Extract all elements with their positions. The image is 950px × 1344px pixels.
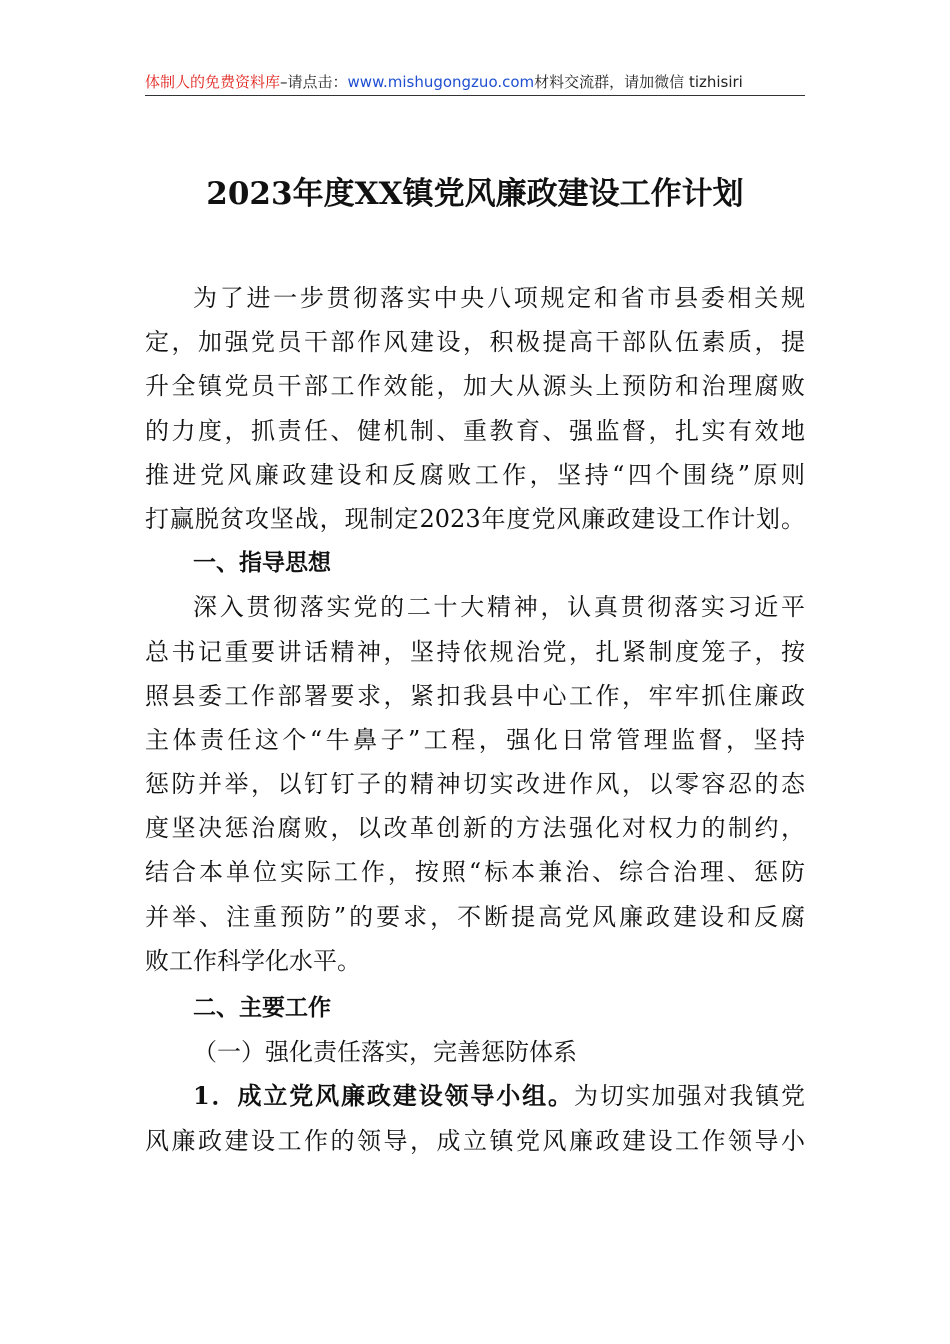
intro-line: 升全镇党员干部工作效能，加大从源头上预防和治理腐败	[145, 372, 805, 401]
section-heading-guiding-thought: 一、指导思想	[193, 550, 331, 577]
intro-line: 的力度，抓责任、健机制、重教育、强监督，扎实有效地	[145, 416, 805, 445]
section1-line: 主体责任这个“牛鼻子”工程，强化日常管理监督，坚持	[145, 725, 805, 754]
item1-lead: 1．成立党风廉政建设领导小组。	[193, 1081, 574, 1111]
header-note: 材料交流群，请加微信 tizhisiri	[534, 73, 743, 91]
section1-line: 度坚决惩治腐败，以改革创新的方法强化对权力的制约，	[145, 814, 805, 843]
item1-text: 为切实加强对我镇党	[573, 1082, 805, 1111]
page-header	[145, 70, 805, 94]
section1-line: 惩防并举，以钉钉子的精神切实改进作风，以零容忍的态	[145, 770, 805, 799]
header-prompt: –请点击：	[280, 73, 348, 91]
header-site-name: 体制人的免费资料库	[145, 73, 281, 91]
document-title: 2023年度XX镇党风廉政建设工作计划	[206, 176, 744, 212]
section-heading-main-work: 二、主要工作	[193, 995, 331, 1021]
header-url-link[interactable]: www.mishugongzuo.com	[347, 73, 535, 91]
intro-line: 打赢脱贫攻坚战，现制定2023年度党风廉政建设工作计划。	[145, 504, 805, 533]
section1-line: 总书记重要讲话精神，坚持依规治党，扎紧制度笼子，按	[145, 637, 805, 666]
intro-line: 推进党风廉政建设和反腐败工作，坚持“四个围绕”原则	[145, 460, 805, 489]
section1-line: 深入贯彻落实党的二十大精神，认真贯彻落实习近平	[193, 593, 805, 622]
item1-line	[145, 1074, 805, 1118]
section1-line: 结合本单位实际工作，按照“标本兼治、综合治理、惩防	[145, 858, 805, 887]
section1-line: 并举、注重预防”的要求，不断提高党风廉政建设和反腐	[145, 902, 805, 931]
intro-line: 为了进一步贯彻落实中央八项规定和省市县委相关规	[193, 284, 805, 312]
subsection-heading: （一）强化责任落实，完善惩防体系	[193, 1038, 577, 1067]
section1-line: 败工作科学化水平。	[145, 946, 361, 975]
item1-line: 风廉政建设工作的领导，成立镇党风廉政建设工作领导小	[145, 1126, 805, 1155]
intro-line: 定，加强党员干部作风建设，积极提高干部队伍素质，提	[145, 328, 805, 357]
section1-line: 照县委工作部署要求，紧扣我县中心工作，牢牢抓住廉政	[145, 681, 805, 710]
document-body	[145, 276, 805, 1163]
header-divider	[145, 95, 805, 96]
